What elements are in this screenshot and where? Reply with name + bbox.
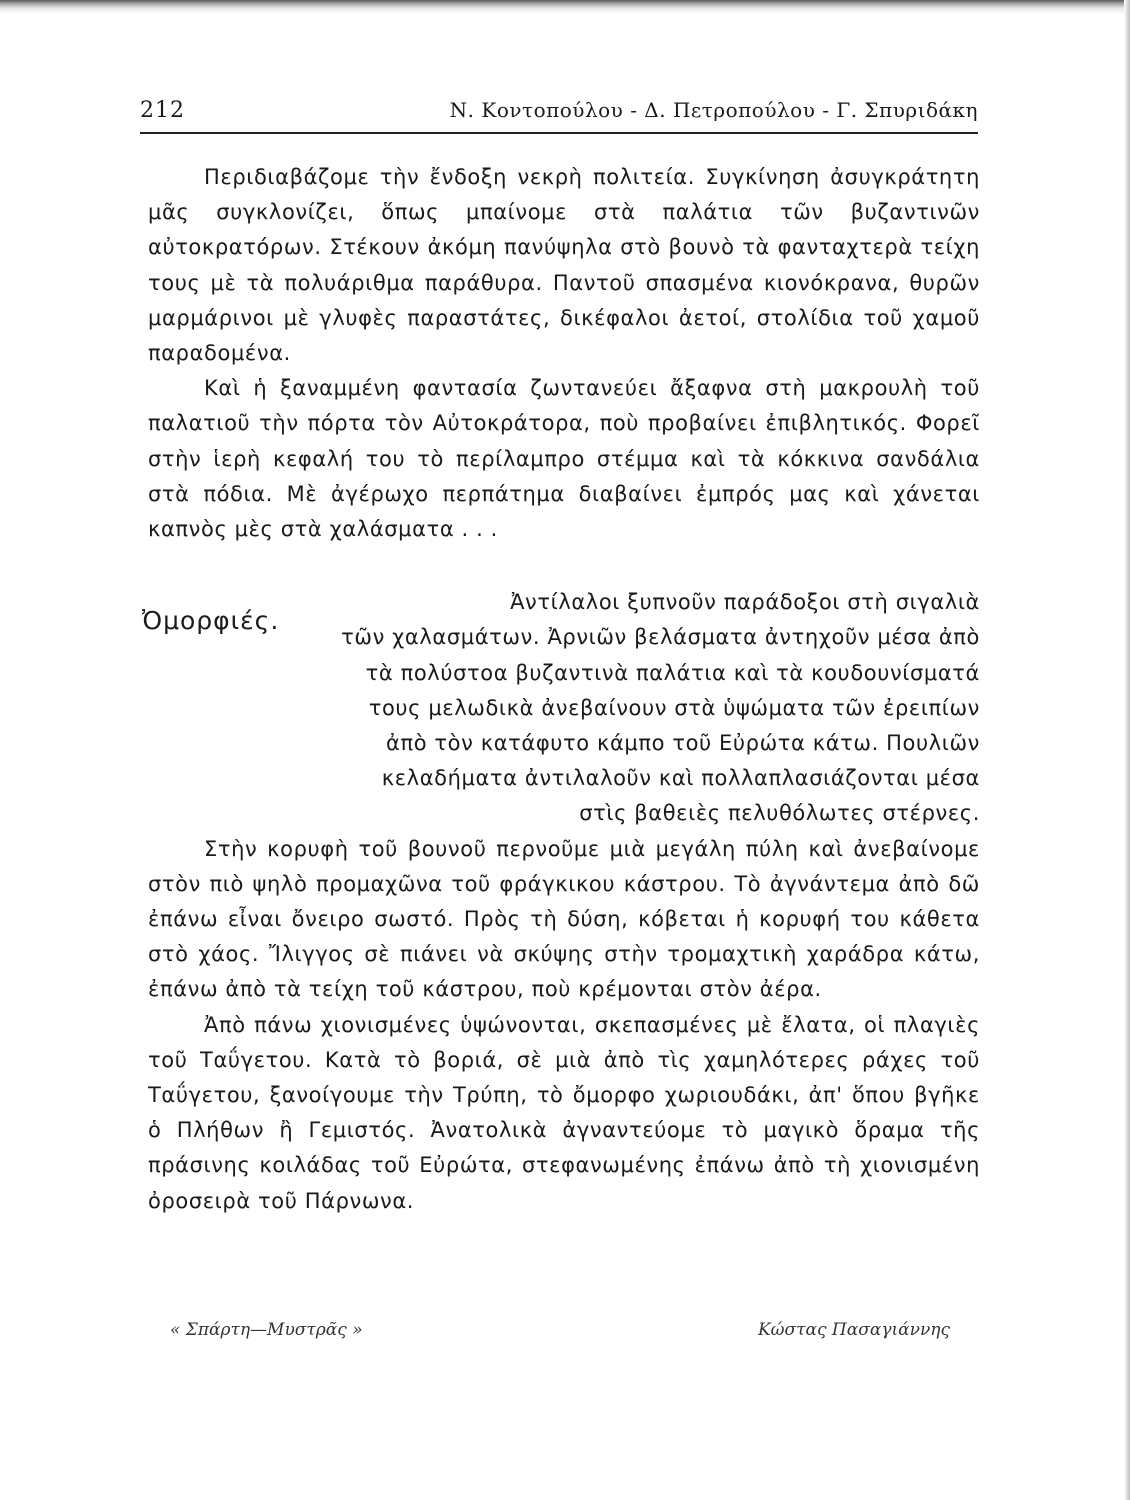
section-heading: Ὀμορφιές. — [142, 606, 280, 636]
paragraph-5: Ἀπὸ πάνω χιονισμένες ὑψώνονται, σκεπασμένες μὲ ἔλατα, οἱ πλαγιὲς τοῦ Ταΰγετου. Κατὰ τὸ βοριά, σὲ μιὰ ἀπὸ τὶς χαμηλότερες ράχες τοῦ Ταΰγετου, ξανοίγουμε τὴν Τρύπη, τὸ ὄμορφο χωριουδάκι, ἀπ' ὅπου βγῆκε ὁ Πλήθων ἢ Γεμιστός. Ἀνατολικὰ ἀγναντεύομε τὸ μαγικὸ ὅραμα τῆς πράσινης κοιλάδας τοῦ Εὐρώτα, στεφανωμένης ἐπάνω ἀπὸ τὴ χιονισμένη ὀροσειρὰ τοῦ Πάρνωνα. — [148, 1012, 980, 1213]
section-omorfies — [142, 585, 980, 1219]
page-footer — [170, 1320, 950, 1350]
section-first-line: Ἀντίλαλοι ξυπνοῦν παράδοξοι στὴ σιγαλιὰ — [510, 590, 980, 615]
paragraph-4: Στὴν κορυφὴ τοῦ βουνοῦ περνοῦμε μιὰ μεγάλη πύλη καὶ ἀνεβαίνομε στὸν πιὸ ψηλὸ προμαχῶνα τοῦ φράγκικου κάστρου. Τὸ ἀγνάντεμα ἀπὸ δῶ ἐπάνω εἶναι ὄνειρο σωστό. Πρὸς τὴ δύση, κόβεται ἡ κορυφή του κάθετα στὸ χάος. Ἴλιγγος σὲ πιάνει νὰ σκύψης στὴν τρομαχτικὴ χαράδρα κάτω, ἐπάνω ἀπὸ τὰ τείχη τοῦ κάστρου, ποὺ κρέμονται στὸν ἀέρα. — [148, 836, 980, 1002]
scan-edge-right — [1124, 0, 1130, 1500]
scan-edge — [0, 0, 1130, 14]
page-header — [140, 92, 978, 134]
section-first-paragraph-rest: τῶν χαλασμάτων. Ἀρνιῶν βελάσματα ἀντηχοῦν μέσα ἀπὸ τὰ πολύστοα βυζαντινὰ παλάτια καὶ τὰ κουδουνίσματά τους μελωδικὰ ἀνεβαίνουν στὰ ὑψώματα τῶν ἐρειπίων ἀπὸ τὸν κατάφυτο κάμπο τοῦ Εὐρώτα κάτω. Πουλιῶν κελαδήματα ἀντιλαλοῦν καὶ πολλαπλασιάζονται μέσα στὶς βαθειὲς πελυθόλωτες στέρνες. — [341, 625, 980, 826]
body-text — [142, 160, 980, 1219]
running-head: Ν. Κοντοπούλου - Δ. Πετροπούλου - Γ. Σπυριδάκη — [449, 98, 978, 122]
paragraph-1: Περιδιαβάζομε τὴν ἔνδοξη νεκρὴ πολιτεία. Συγκίνηση ἀσυγκράτητη μᾶς συγκλονίζει, ὅπως μπαίνομε στὰ παλάτια τῶν βυζαντινῶν αὐτοκρατόρων. Στέκουν ἀκόμη πανύψηλα στὸ βουνὸ τὰ φανταχτερὰ τείχη τους μὲ τὰ πολυάριθμα παράθυρα. Παντοῦ σπασμένα κιονόκρανα, θυρῶν μαρμάρινοι μὲ γλυφὲς παραστάτες, δικέφαλοι ἀετοί, στολίδια τοῦ χαμοῦ παραδομένα. — [148, 165, 980, 366]
paragraph-2: Καὶ ἡ ξαναμμένη φαντασία ζωντανεύει ἄξαφνα στὴ μακρουλὴ τοῦ παλατιοῦ τὴν πόρτα τὸν Αὐτοκράτορα, ποὺ προβαίνει ἐπιβλητικός. Φορεῖ στὴν ἱερὴ κεφαλή του τὸ περίλαμπρο στέμμα καὶ τὰ κόκκινα σανδάλια στὰ πόδια. Μὲ ἀγέρωχο περπάτημα διαβαίνει ἐμπρός μας καὶ χάνεται καπνὸς μὲς στὰ χαλάσματα . . . — [148, 376, 980, 542]
author-signature: Κώστας Πασαγιάννης — [757, 1320, 950, 1340]
page-number: 212 — [140, 98, 185, 123]
source-citation: « Σπάρτη—Μυστρᾶς » — [170, 1320, 363, 1340]
